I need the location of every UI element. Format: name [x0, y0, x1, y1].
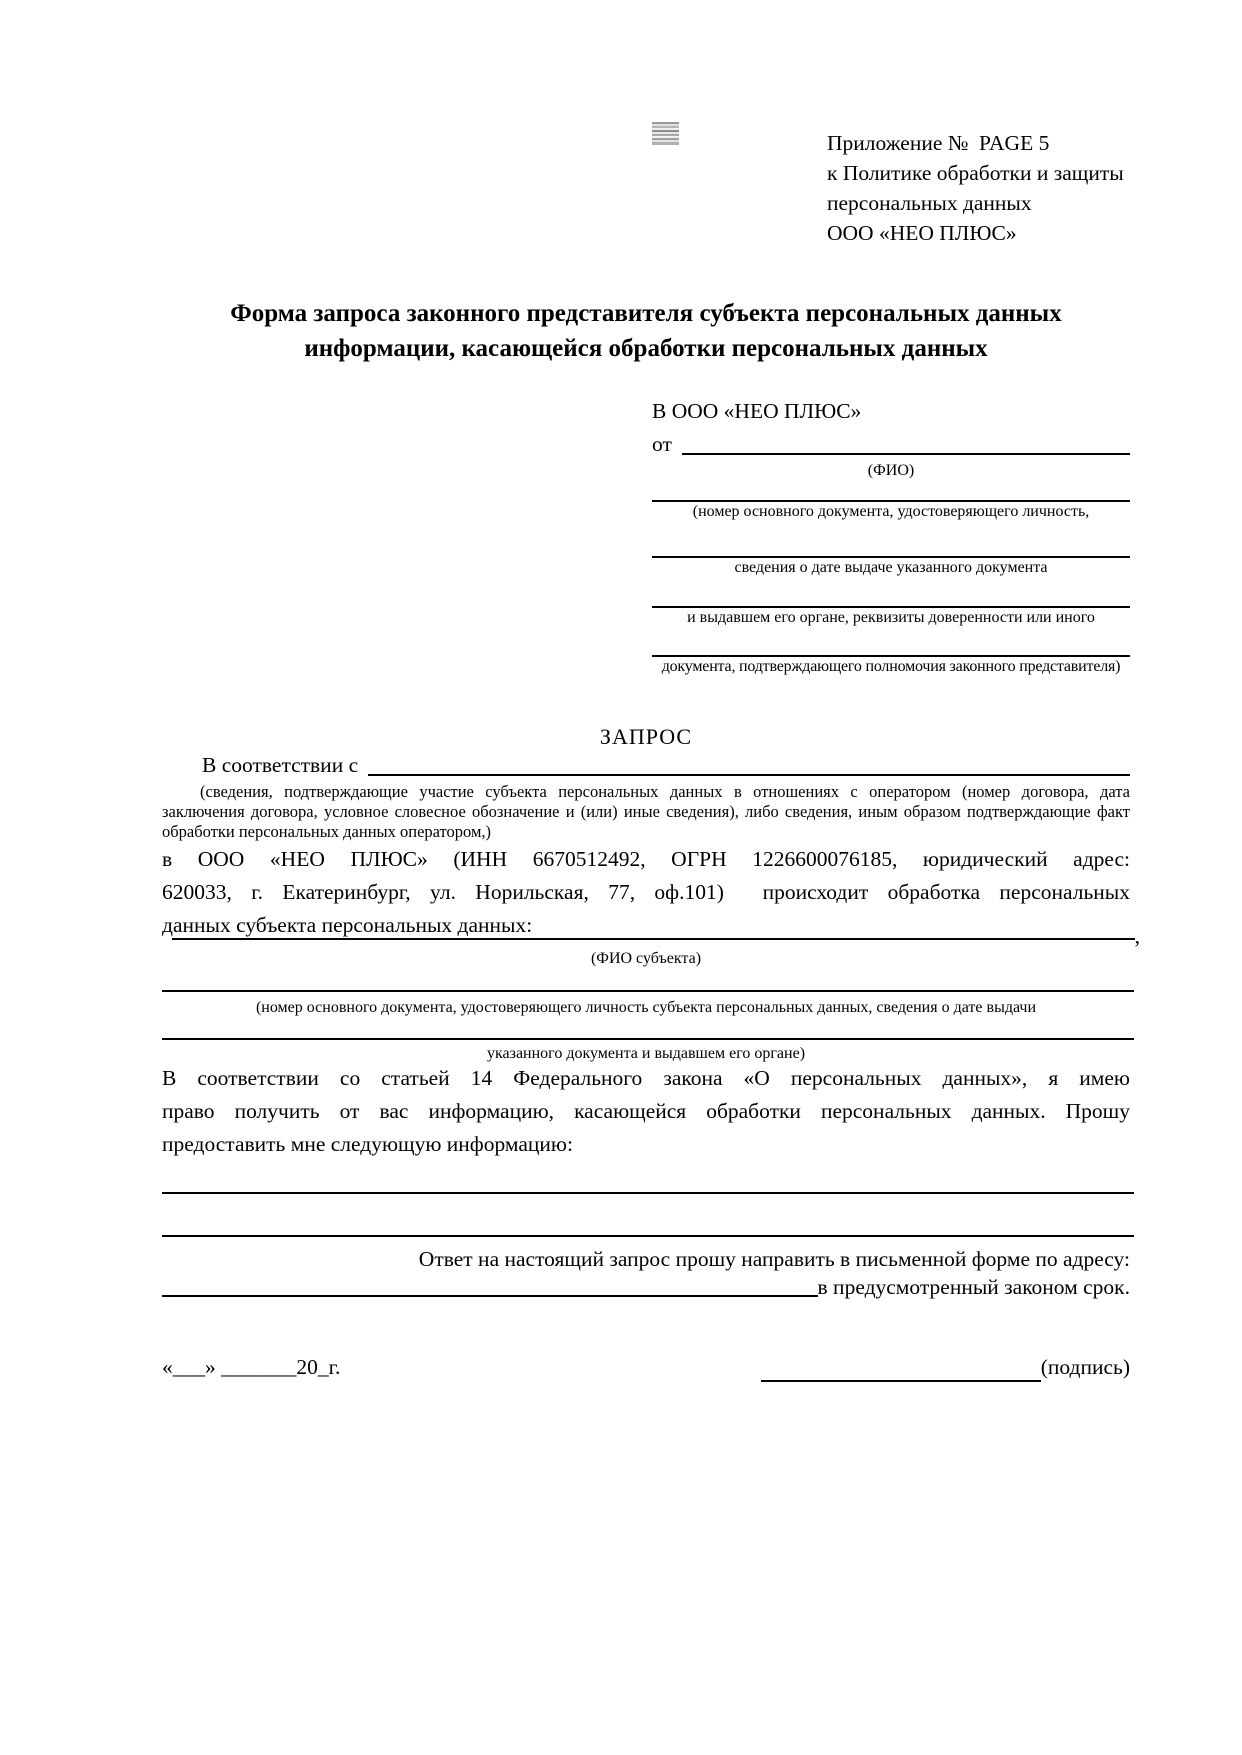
date-line[interactable]: «___» _______20_г.: [162, 1355, 341, 1379]
signature-caption: (подпись): [1040, 1355, 1130, 1379]
fill-line-representative-name[interactable]: [682, 431, 1130, 455]
fill-line-basis[interactable]: [368, 752, 1130, 776]
appendix-header: [827, 128, 1124, 248]
operator-paragraph-line: в ООО «НЕО ПЛЮС» (ИНН 6670512492, ОГРН 1226600076185, юридический адрес:: [162, 847, 1130, 871]
from-row: [652, 431, 1130, 458]
basis-row: [162, 752, 1130, 779]
request-heading: ЗАПРОС: [599, 724, 693, 749]
subject-name-row: [162, 917, 1140, 948]
reply-request-line: Ответ на настоящий запрос прошу направить в письменной форме по адресу:: [418, 1247, 1130, 1271]
fill-line-issuing-authority[interactable]: [652, 578, 1130, 608]
law-paragraph-line: право получить от вас информацию, касающейся обработки персональных данных. Прошу: [162, 1099, 1130, 1123]
clarification-line: (сведения, подтверждающие участие субъекта персональных данных в отношениях с оператором (номер договора, дата: [200, 782, 1130, 801]
law-paragraph-line: В соответствии со статьей 14 Федерального закона «О персональных данных», я имею: [162, 1066, 1130, 1090]
issuing-authority-caption: и выдавшем его органе, реквизиты доверенности или иного: [687, 609, 1095, 626]
fill-line-issue-date[interactable]: [652, 522, 1130, 558]
fill-line-signature[interactable]: [761, 1358, 1041, 1382]
trailing-comma: ,: [1134, 924, 1140, 948]
document-number-caption: (номер основного документа, удостоверяющего личность,: [692, 503, 1090, 520]
title-line1: Форма запроса законного представителя субъекта персональных данных: [230, 300, 1062, 327]
fill-line-information-2[interactable]: [162, 1211, 1134, 1237]
fill-line-authority-document[interactable]: [652, 628, 1130, 657]
clarification-line: заключения договора, условное словесное обозначение и (или) иные сведения), либо сведения, иным образом подтверждающие факт: [162, 802, 1130, 821]
addressee-to: В ООО «НЕО ПЛЮС»: [652, 399, 862, 423]
subject-document-issuer-caption: указанного документа и выдавшем его органе): [486, 1045, 806, 1062]
fio-caption: (ФИО): [867, 462, 915, 479]
law-paragraph: [162, 1062, 1130, 1161]
clarification-line: обработки персональных данных оператором,): [162, 822, 492, 841]
fill-line-subject-document[interactable]: [162, 966, 1134, 992]
addressee-block: [652, 398, 1130, 677]
document-title: [162, 296, 1130, 366]
law-paragraph-line: предоставить мне следующую информацию:: [162, 1132, 573, 1156]
embedded-image-icon: [652, 122, 679, 145]
appendix-org: ООО «НЕО ПЛЮС»: [827, 221, 1017, 245]
fill-line-subject-name[interactable]: [172, 917, 1135, 940]
from-label: от: [652, 432, 672, 456]
title-line2: информации, касающейся обработки персональных данных: [304, 335, 988, 362]
appendix-number: Приложение № PAGE 5: [827, 131, 1050, 155]
fill-line-reply-address[interactable]: [162, 1295, 818, 1297]
authority-document-caption: документа, подтверждающего полномочия законного представителя): [661, 658, 1121, 675]
appendix-policy-line2: персональных данных: [827, 191, 1032, 215]
date-signature-row: [162, 1352, 1130, 1382]
operator-paragraph-line: данных субъекта персональных данных:: [162, 913, 533, 937]
fill-line-document-number[interactable]: [652, 481, 1130, 502]
reply-tail-text: в предусмотренный законом срок.: [817, 1275, 1130, 1299]
appendix-policy-line1: к Политике обработки и защиты: [827, 161, 1124, 185]
reply-address-row: [162, 1274, 1130, 1300]
signature-group: [761, 1352, 1130, 1382]
subject-document-caption: (номер основного документа, удостоверяющего личность субъекта персональных данных, сведения о дате выдачи: [255, 999, 1037, 1016]
subject-fio-caption: (ФИО субъекта): [590, 950, 702, 967]
basis-clarification: [162, 782, 1130, 842]
basis-label: В соответствии с: [202, 753, 359, 777]
fill-line-subject-document-issuer[interactable]: [162, 1014, 1134, 1040]
issue-date-caption: сведения о дате выдаче указанного документа: [734, 559, 1048, 576]
fill-line-information-1[interactable]: [162, 1168, 1134, 1194]
operator-paragraph-line: 620033, г. Екатеринбург, ул. Норильская, 77, оф.101) происходит обработка персональных: [162, 880, 1130, 904]
